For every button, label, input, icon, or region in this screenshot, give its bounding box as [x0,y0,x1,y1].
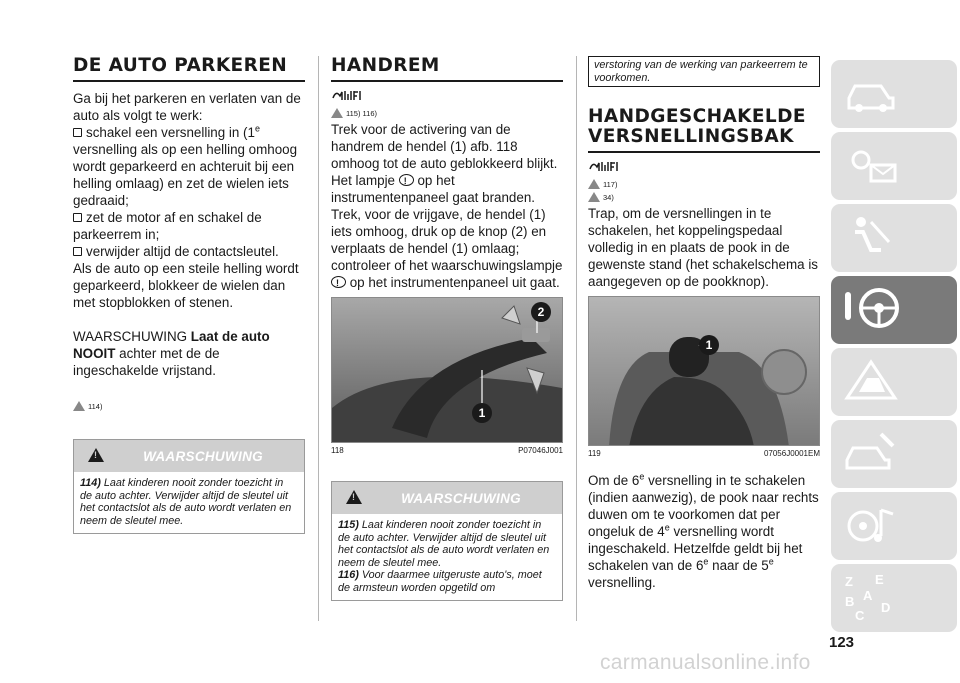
manual-indicator-icon [588,159,820,176]
sidebar-tab-car-info[interactable] [831,60,957,128]
watermark: carmanualsonline.info [600,651,811,674]
column-gearbox [588,56,820,591]
car-maintenance-icon [841,428,901,478]
bullet-item: zet de motor af en schakel de parkeerrem in; [73,210,262,242]
roadside-emergency-icon [841,356,901,406]
section-title: DE AUTO PARKEREN [73,55,288,76]
car-info-icon [841,68,901,118]
sidebar-tab-warning-lights[interactable] [831,132,957,200]
warning-triangle-icon [73,401,85,411]
index-abcde-icon [841,572,901,622]
figure-caption: 119 07056J0001EM [588,449,820,458]
warning-reference: 117) [588,179,820,189]
sidebar-tab-safety[interactable] [831,204,957,272]
checkbox-bullet-icon [73,213,82,222]
bullet-item: schakel een versnelling in (1e versnelling als op een helling omhoog wordt geparkeerd en achteruit bij een helling omlaag) en zet de wielen iets gedraaid; [73,123,298,208]
warning-reference: 115) 116) [331,108,563,118]
warning-box: ! WAARSCHUWING 114) Laat kinderen nooit zonder toezicht in de auto achter. Verwijder altijd de sleutel uit het contactslot als de auto wordt verlaten en neem de sleutel mee. [73,439,305,534]
warning-box: ! WAARSCHUWING 115) Laat kinderen nooit zonder toezicht in de auto achter. Verwijder altijd de sleutel uit het contactslot als de auto wordt verlaten en neem de sleutel mee. 116) Voor daarmee uitgeruste auto's, moet de armsteun worden opgetild om [331,481,563,601]
body-text: Als de auto op een steile helling wordt geparkeerd, blokkeer de wielen dan met stopblokken of stenen. [73,261,299,310]
figure-gear-lever [588,296,820,446]
sidebar-tab-maintenance[interactable] [831,420,957,488]
intro-text: Ga bij het parkeren en verlaten van de auto als volgt te werk: [73,91,301,123]
svg-text:E: E [875,572,884,587]
column-parking [73,56,305,534]
callout-1: 1 [705,338,713,352]
sidebar-tab-multimedia[interactable] [831,492,957,560]
continued-warning-text: verstoring van de werking van parkeerrem te voorkomen. [588,56,820,87]
sidebar-tab-starting-driving[interactable] [831,276,957,344]
svg-text:D: D [881,600,891,615]
figure-handbrake [331,297,563,443]
body-text: Trek voor de activering van de handrem de hendel (1) afb. 118 omhoog tot de auto geblokkeerd blijkt. Het lampje ! op het instrumentenpaneel gaat branden. [331,121,563,206]
body-text: Trek, voor de vrijgave, de hendel (1) iets omhoog, druk op de knop (2) en verplaats de hendel (1) omlaag; controleer of het waarschuwingslampje ! op het instrumentenpaneel uit gaat. [331,206,563,291]
column-divider [576,56,577,621]
multimedia-icon [841,500,901,550]
section-title: HANDREM [331,55,440,76]
warning-lights-icon [841,140,901,190]
warning-reference: 114) [73,401,305,411]
brake-warning-lamp-icon [331,276,346,288]
column-handbrake [331,56,563,601]
body-text: Trap, om de versnellingen in te schakelen, het koppelingspedaal volledig in en plaats de pook in de gewenste stand (het schakelschema is aangegeven op de pookknop). [588,206,818,289]
warning-triangle-icon [331,108,343,118]
svg-text:A: A [863,588,873,603]
section-title: HANDGESCHAKELDE [588,106,806,127]
warning-triangle-icon [588,179,600,189]
manual-indicator-icon [331,88,563,105]
warning-box-title: WAARSCHUWING [401,490,521,506]
seat-airbag-icon [841,212,901,262]
callout-1: 1 [478,406,486,420]
svg-text:C: C [855,608,865,622]
warning-triangle-icon [346,490,362,504]
warning-box-title: WAARSCHUWING [143,448,263,464]
brake-warning-lamp-icon [399,174,414,186]
sidebar-tab-emergency[interactable] [831,348,957,416]
bullet-item: verwijder altijd de contactsleutel. [73,243,305,260]
column-divider [318,56,319,621]
checkbox-bullet-icon [73,247,82,256]
warning-box-text: Laat kinderen nooit zonder toezicht in de auto achter. Verwijder altijd de sleutel uit het contactslot als de auto wordt verlaten en neem de sleutel mee. [80,477,292,527]
sidebar-tab-index[interactable] [831,564,957,632]
key-steering-wheel-icon [841,284,901,334]
warning-text: WAARSCHUWING Laat de auto NOOIT achter met de de ingeschakelde vrijstand. [73,329,270,378]
page-number: 123 [829,634,855,651]
info-reference: 34) [588,192,820,202]
figure-caption: 118 P07046J001 [331,446,563,455]
body-text: Om de 6e versnelling in te schakelen (indien aanwezig), de pook naar rechts duwen om te voorkomen dat per ongeluk de 4e versnelling wordt ingeschakeld. Hetzelfde geldt bij het schakelen van de 6e naar de 5e versnelling. [588,471,819,590]
warning-triangle-icon [88,448,104,462]
svg-text:Z: Z [845,574,853,589]
svg-text:B: B [845,594,855,609]
callout-2: 2 [537,305,545,319]
warning-triangle-icon [588,192,600,202]
section-title: VERSNELLINGSBAK [588,126,794,147]
checkbox-bullet-icon [73,128,82,137]
